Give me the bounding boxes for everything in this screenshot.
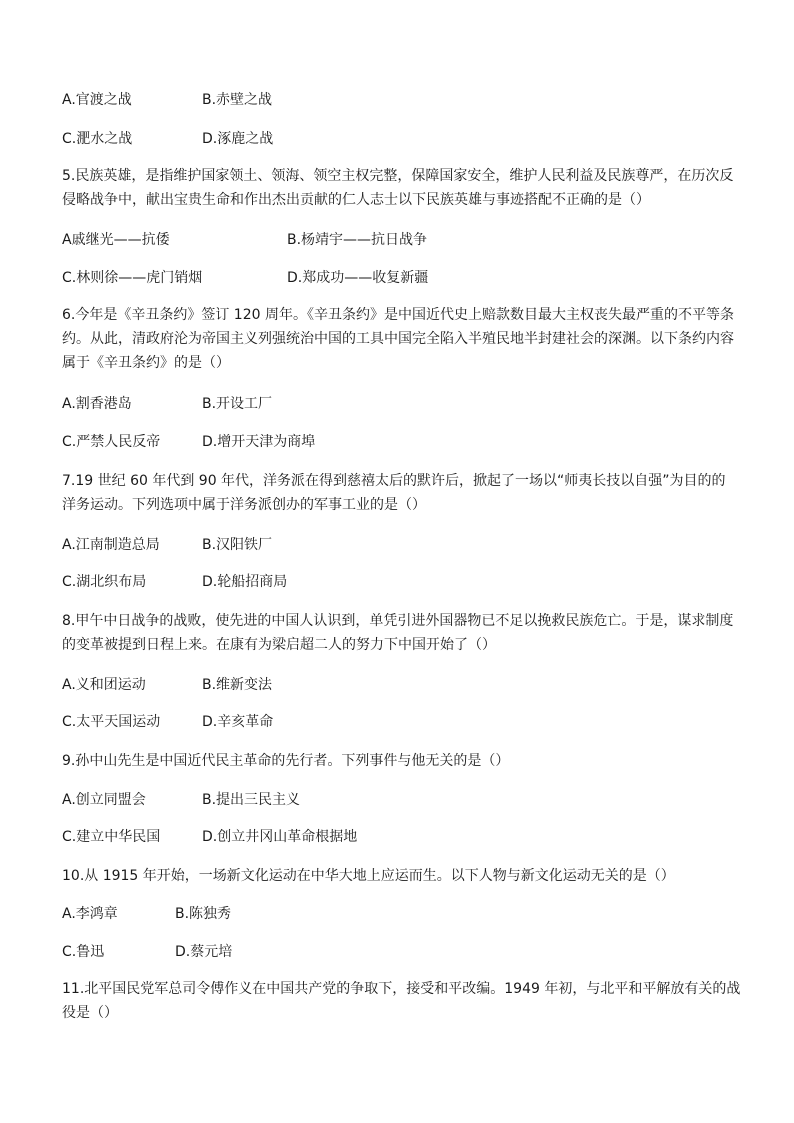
q8-option-c: C.太平天国运动 xyxy=(62,714,161,730)
q7-option-d: D.轮船招商局 xyxy=(202,574,288,590)
q7-option-a: A.江南制造总局 xyxy=(62,537,160,553)
q6-stem xyxy=(62,303,734,375)
q5-option-b: B.杨靖宇——抗日战争 xyxy=(287,232,428,248)
q8-stem-line-2: 的变革被提到日程上来。在康有为梁启超二人的努力下中国开始了（） xyxy=(62,637,496,653)
q10-stem xyxy=(62,864,734,888)
q7-stem-line-1: 7.19 世纪 60 年代到 90 年代，洋务派在得到慈禧太后的默许后，掀起了一场以“师夷长技以自强”为目的的 xyxy=(62,473,726,489)
q5-option-a: A戚继光——抗倭 xyxy=(62,232,170,248)
q10-option-b: B.陈独秀 xyxy=(175,906,232,922)
q9-option-c: C.建立中华民国 xyxy=(62,829,161,845)
q4-option-c: C.淝水之战 xyxy=(62,131,133,147)
q8-option-a: A.义和团运动 xyxy=(62,677,146,693)
q5-stem xyxy=(62,164,734,212)
q8-stem xyxy=(62,609,734,657)
q5-stem-line-2: 侵略战争中，献出宝贵生命和作出杰出贡献的仁人志士以下民族英雄与事迹搭配不正确的是（） xyxy=(62,192,650,208)
q11-stem-line-2: 役是（） xyxy=(62,1005,118,1021)
q11-stem xyxy=(62,977,741,1025)
q6-stem-line-1: 6.今年是《辛丑条约》签订 120 周年。《辛丑条约》是中国近代史上赔款数目最大主权丧失最严重的不平等条 xyxy=(62,307,734,323)
q6-option-b: B.开设工厂 xyxy=(202,396,273,412)
q6-stem-line-2: 约。从此，清政府沦为帝国主义列强统治中国的工具中国完全陷入半殖民地半封建社会的深渊。以下条约内容 xyxy=(62,331,734,347)
q10-option-c: C.鲁迅 xyxy=(62,944,105,960)
q7-stem-line-2: 洋务运动。下列选项中属于洋务派创办的军事工业的是（） xyxy=(62,497,426,513)
q7-option-c: C.湖北织布局 xyxy=(62,574,147,590)
q5-stem-line-1: 5.民族英雄，是指维护国家领土、领海、领空主权完整，保障国家安全，维护人民利益及民族尊严，在历次反 xyxy=(62,168,734,184)
q8-stem-line-1: 8.甲午中日战争的战败，使先进的中国人认识到，单凭引进外国器物已不足以挽救民族危亡。于是，谋求制度 xyxy=(62,613,734,629)
q4-option-a: A.官渡之战 xyxy=(62,92,132,108)
q10-option-a: A.李鸿章 xyxy=(62,906,118,922)
q9-option-b: B.提出三民主义 xyxy=(202,792,301,808)
q9-stem-line-1: 9.孙中山先生是中国近代民主革命的先行者。下列事件与他无关的是（） xyxy=(62,753,510,769)
q9-stem xyxy=(62,749,734,773)
q7-stem xyxy=(62,469,734,517)
q6-option-c: C.严禁人民反帝 xyxy=(62,434,161,450)
q4-option-b: B.赤壁之战 xyxy=(202,92,273,108)
q9-option-d: D.创立井冈山革命根据地 xyxy=(202,829,358,845)
q10-option-d: D.蔡元培 xyxy=(175,944,233,960)
q4-option-d: D.涿鹿之战 xyxy=(202,131,274,147)
q10-stem-line-1: 10.从 1915 年开始，一场新文化运动在中华大地上应运而生。以下人物与新文化运动无关的是（） xyxy=(62,868,675,884)
q9-option-a: A.创立同盟会 xyxy=(62,792,146,808)
q6-stem-line-3: 属于《辛丑条约》的是（） xyxy=(62,355,230,371)
q8-option-b: B.维新变法 xyxy=(202,677,273,693)
q5-option-d: D.郑成功——收复新疆 xyxy=(287,270,429,286)
q8-option-d: D.辛亥革命 xyxy=(202,714,274,730)
q11-stem-line-1: 11.北平国民党军总司令傅作义在中国共产党的争取下，接受和平改编。1949 年初，与北平和平解放有关的战 xyxy=(62,981,741,997)
q6-option-d: D.增开天津为商埠 xyxy=(202,434,316,450)
q7-option-b: B.汉阳铁厂 xyxy=(202,537,273,553)
q5-option-c: C.林则徐——虎门销烟 xyxy=(62,270,203,286)
q6-option-a: A.割香港岛 xyxy=(62,396,132,412)
